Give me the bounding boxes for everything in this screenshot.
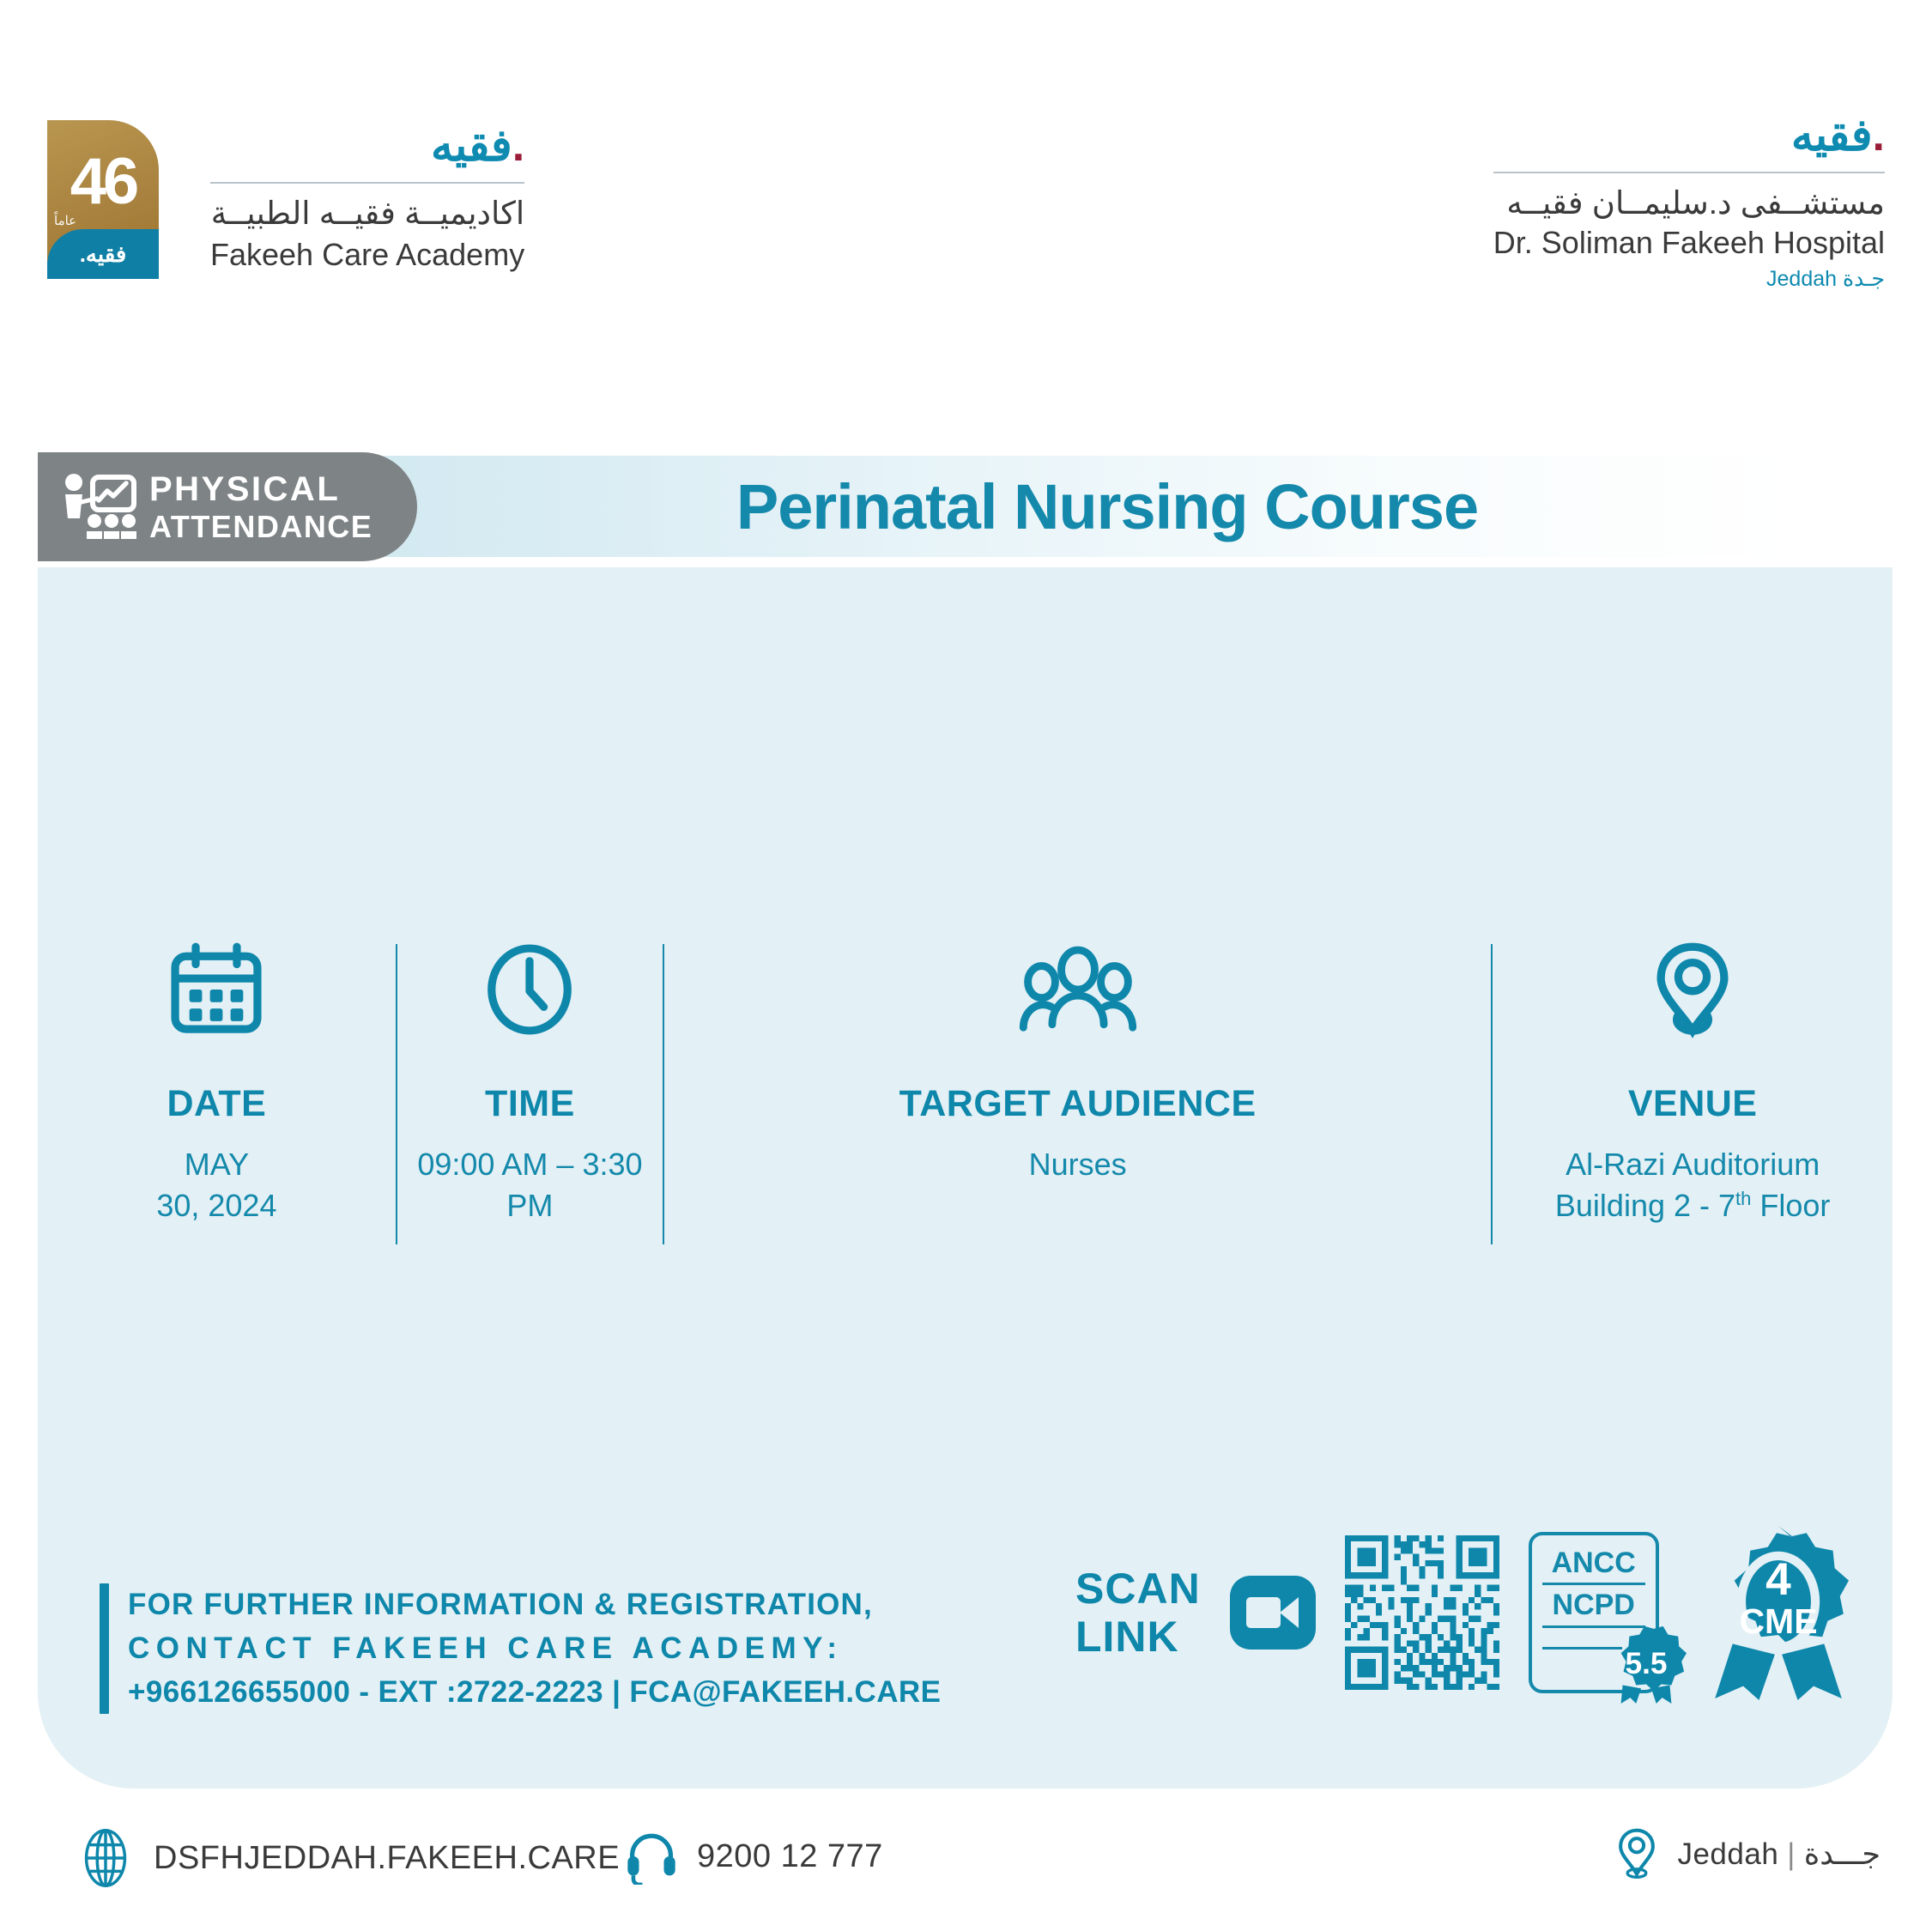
contact-line-2: CONTACT FAKEEH CARE ACADEMY: — [128, 1631, 844, 1665]
info-value-time: 09:00 AM – 3:30 PM — [417, 1147, 643, 1223]
fakeeh-care-academy-logo — [47, 120, 524, 279]
top-logo-bar — [0, 0, 1932, 369]
globe-icon — [82, 1828, 130, 1888]
hospital-arabic-brand: .فقيه — [1790, 111, 1885, 160]
attendance-line-2: ATTENDANCE — [149, 508, 373, 544]
ancc-ncpd-certificate-badge — [1529, 1532, 1668, 1693]
ancc-label: ANCC — [1551, 1546, 1636, 1579]
footer-website[interactable]: DSFHJEDDAH.FAKEEH.CARE — [154, 1839, 621, 1876]
footer-city-ar: جـــدة — [1803, 1837, 1881, 1871]
contact-block — [100, 1583, 941, 1714]
anniversary-number: 46 — [70, 145, 136, 218]
info-label-time: TIME — [485, 1083, 575, 1124]
presenter-board-audience-icon — [60, 473, 137, 542]
academy-name-arabic: اكاديميــة فقيــه الطبيــة — [210, 196, 525, 231]
anniversary-badge-footer — [47, 229, 159, 279]
venue-line-2a: Building 2 - 7 — [1554, 1187, 1736, 1223]
hospital-name-arabic: مستشــفى د.سليمــان فقيــه — [1506, 185, 1885, 221]
academy-divider-rule — [210, 182, 524, 184]
clock-icon — [479, 935, 580, 1043]
date-month: MAY — [184, 1147, 250, 1182]
anniversary-badge-footer-text: فقيه. — [79, 240, 127, 267]
map-pin-icon — [1615, 1828, 1658, 1881]
ancc-credits-seal — [1604, 1621, 1688, 1705]
venue-ordinal-suffix: th — [1735, 1187, 1752, 1209]
info-label-date: DATE — [167, 1083, 267, 1124]
ancc-credit-value: 5.5 — [1625, 1646, 1668, 1680]
footer-city-separator: | — [1787, 1837, 1796, 1871]
footer-city-en: Jeddah — [1677, 1837, 1779, 1871]
info-item-time — [397, 935, 663, 1253]
anniversary-years-label: عاماً — [54, 214, 77, 228]
scan-link-label — [1075, 1565, 1201, 1661]
physical-attendance-badge — [38, 452, 417, 561]
hospital-name-english: Dr. Soliman Fakeeh Hospital — [1493, 224, 1885, 260]
info-item-target-audience — [664, 935, 1491, 1253]
page-footer — [0, 1818, 1932, 1921]
academy-name-english: Fakeeh Care Academy — [210, 236, 525, 272]
academy-arabic-brand: .فقيه — [431, 121, 525, 171]
footer-phone-group[interactable] — [627, 1828, 883, 1885]
info-item-date — [38, 935, 396, 1253]
footer-phone[interactable]: 9200 12 777 — [697, 1837, 883, 1874]
info-item-venue — [1493, 935, 1893, 1253]
page-title: Perinatal Nursing Course — [736, 470, 1479, 542]
info-value-date — [156, 1144, 276, 1226]
physical-attendance-label — [149, 469, 373, 544]
course-info-row — [38, 935, 1893, 1253]
map-pin-icon — [1642, 935, 1743, 1043]
footer-city — [1677, 1837, 1881, 1872]
date-day-year: 30, 2024 — [156, 1187, 277, 1223]
zoom-video-icon[interactable] — [1230, 1576, 1316, 1650]
venue-line-2b: Floor — [1751, 1187, 1831, 1223]
calendar-icon — [166, 935, 267, 1043]
ancc-rule — [1542, 1583, 1645, 1585]
footer-location-group — [1615, 1828, 1881, 1881]
attendance-line-1: PHYSICAL — [149, 469, 341, 508]
contact-lines — [128, 1583, 941, 1714]
info-label-target-audience: TARGET AUDIENCE — [899, 1083, 1257, 1124]
scan-line-2: LINK — [1075, 1612, 1179, 1661]
hospital-divider-rule — [1493, 172, 1885, 173]
info-value-target-audience: Nurses — [1028, 1147, 1127, 1182]
people-group-icon — [1019, 935, 1137, 1043]
brand-dot: . — [1872, 111, 1885, 160]
cme-credits-badge — [1688, 1524, 1868, 1700]
cme-label-text: CME — [1739, 1601, 1818, 1642]
hospital-city: جـدة Jeddah — [1766, 266, 1885, 291]
cme-number-text: 4 — [1765, 1554, 1791, 1605]
anniversary-46-badge — [47, 120, 159, 279]
qr-code-icon[interactable] — [1345, 1535, 1499, 1690]
info-label-venue: VENUE — [1627, 1083, 1758, 1124]
contact-line-1: FOR FURTHER INFORMATION & REGISTRATION, — [128, 1588, 873, 1621]
scan-line-1: SCAN — [1075, 1564, 1201, 1613]
headset-icon — [627, 1828, 676, 1885]
footer-website-group[interactable] — [82, 1828, 620, 1888]
contact-accent-bar — [100, 1583, 109, 1714]
brand-dot: . — [512, 121, 525, 171]
venue-line-1: Al-Razi Auditorium — [1566, 1147, 1820, 1182]
contact-line-3[interactable]: +966126655000 - EXT :2722-2223 | FCA@FAKEEH.CARE — [128, 1674, 942, 1709]
info-value-venue — [1555, 1144, 1831, 1226]
ncpd-label: NCPD — [1552, 1589, 1635, 1622]
dr-soliman-fakeeh-hospital-logo — [1493, 113, 1885, 292]
scan-and-accreditation-row — [1075, 1524, 1868, 1700]
academy-wordmark — [210, 120, 524, 273]
